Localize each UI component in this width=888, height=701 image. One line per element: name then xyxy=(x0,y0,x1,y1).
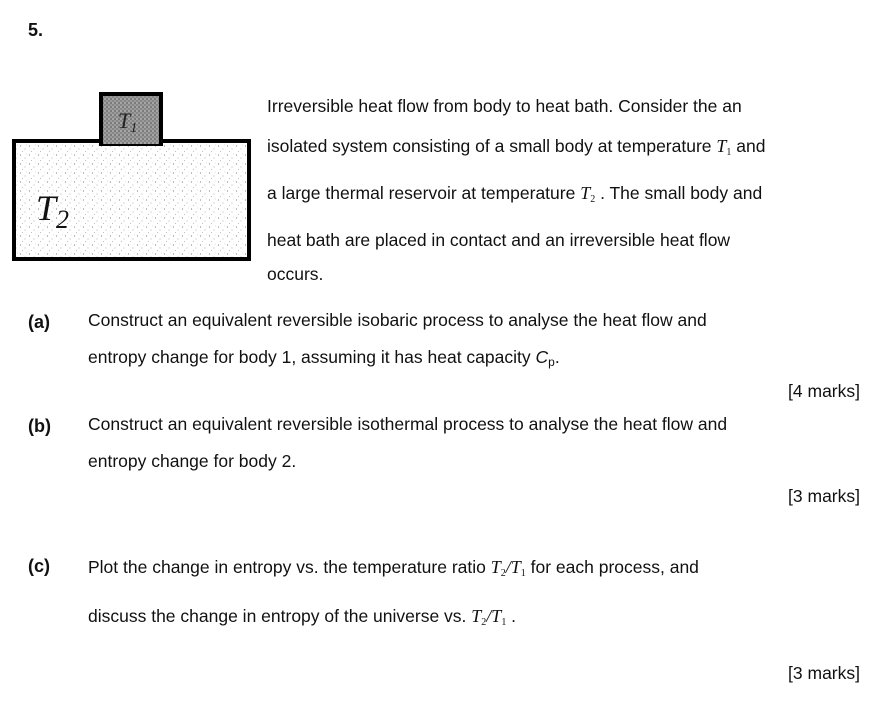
part-c-label: (c) xyxy=(28,556,50,576)
part-b-marks: [3 marks] xyxy=(788,486,860,506)
intro-line-1: Irreversible heat flow from body to heat bath. Consider the an xyxy=(267,96,742,116)
part-a-marks: [4 marks] xyxy=(788,381,860,401)
part-b-text: Construct an equivalent reversible isothermal process to analyse the heat flow and entropy change for body 2. xyxy=(88,414,728,471)
intro-line-2: isolated system consisting of a small body at temperature $T_1$ and xyxy=(267,136,766,158)
part-c-marks: [3 marks] xyxy=(788,663,860,683)
reservoir-label: $T_2$ xyxy=(36,188,70,234)
small-body-box xyxy=(101,94,161,144)
intro-line-5: occurs. xyxy=(267,264,324,284)
small-body-label: T1 xyxy=(118,108,138,136)
heat-flow-diagram xyxy=(10,90,255,270)
intro-paragraph xyxy=(267,86,867,288)
intro-line-3: a large thermal reservoir at temperature $T_2$ . The small body and xyxy=(267,183,763,205)
intro-line-4: heat bath are placed in contact and an irreversible heat flow xyxy=(267,230,731,250)
part-b-label: (b) xyxy=(28,416,51,436)
part-c-text: Plot the change in entropy vs. the temperature ratio $T_2/T_1$ for each process, and discuss the change in entropy of the universe vs. $T_2/T_1$ . xyxy=(88,557,699,628)
part-a-label: (a) xyxy=(28,312,50,332)
question-number: 5. xyxy=(28,20,44,40)
part-a-text: Construct an equivalent reversible isobaric process to analyse the heat flow and entropy change for body 1, assuming it has heat capacity $C_p$. xyxy=(88,310,707,369)
